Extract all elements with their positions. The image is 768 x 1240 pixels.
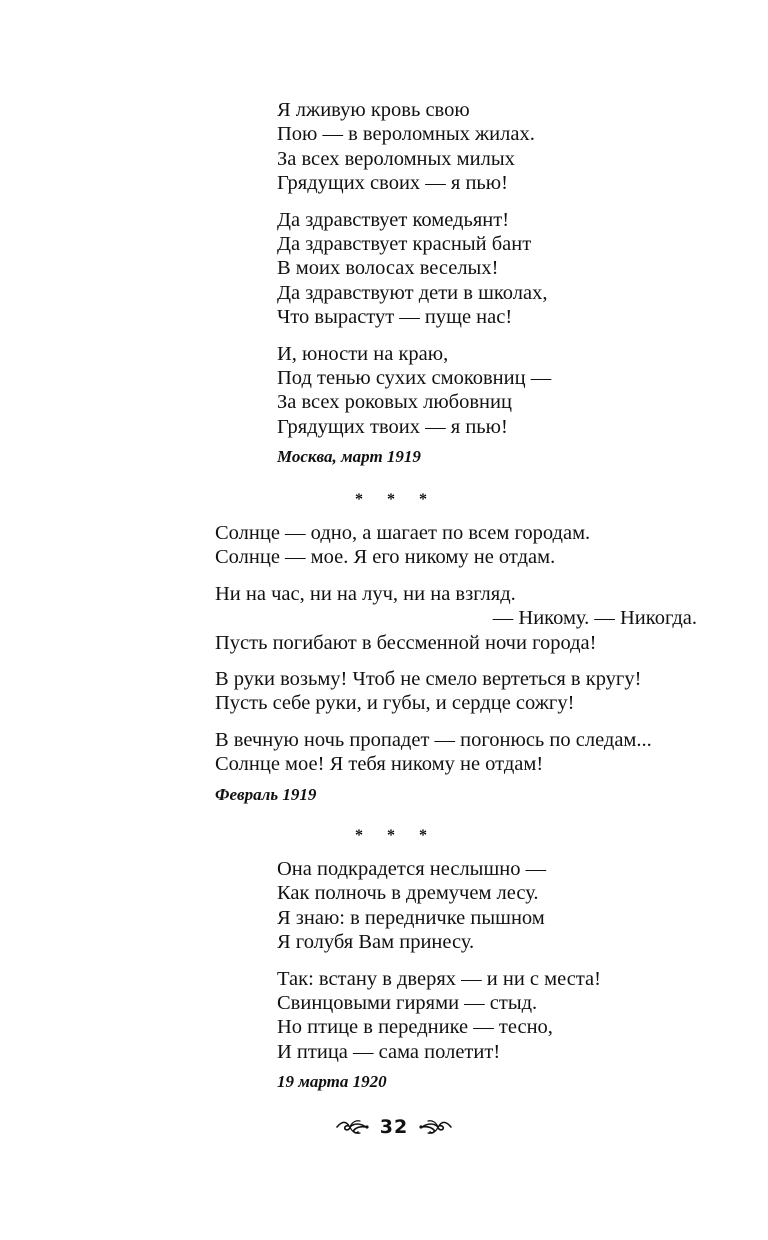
poem-line: Как полночь в дремучем лесу. [277, 882, 539, 905]
poem-line: Я знаю: в передничке пышном [277, 906, 545, 929]
poem-line: Пусть погибают в бессменной ночи города! [215, 631, 597, 654]
poem-3 [277, 857, 601, 1092]
poem-line: Грядущих твоих — я пью! [277, 415, 508, 438]
floral-ornament-icon [336, 1117, 370, 1137]
poem-line: И, юности на краю, [277, 342, 449, 365]
poem-line: Да здравствует красный бант [277, 233, 532, 256]
page-number: 32 [379, 1116, 409, 1138]
poem-line: Я голубя Вам принесу. [277, 931, 475, 954]
poem-line: За всех вероломных милых [277, 147, 515, 170]
page-footer [0, 1114, 768, 1140]
poem-line: Ни на час, ни на луч, ни на взгляд. [215, 582, 516, 605]
poem-2 [215, 521, 705, 805]
poem-line: И птица — сама полетит! [277, 1040, 501, 1063]
stanza [215, 667, 705, 716]
poem-line: — Никому. — Никогда. [492, 607, 697, 630]
section-separator: * * * [355, 827, 437, 844]
stanza [277, 857, 601, 955]
poem-line: Грядущих своих — я пью! [277, 172, 508, 195]
poem-date: 19 марта 1920 [277, 1072, 387, 1092]
stanza [277, 342, 551, 440]
poem-1 [277, 98, 551, 467]
stanza [277, 98, 551, 196]
stanza [277, 208, 551, 330]
poem-line: В руки возьму! Чтоб не смело вертеться в кругу! [215, 668, 642, 691]
stanza [277, 967, 601, 1065]
poem-line: Под тенью сухих смоковниц — [277, 367, 552, 390]
poem-line: Она подкрадется неслышно — [277, 858, 547, 880]
poem-line: Да здравствует комедьянт! [277, 208, 510, 231]
poem-line: Я лживую кровь свою [277, 99, 470, 121]
poem-line: В моих волосах веселых! [277, 257, 499, 280]
stanza [215, 728, 705, 777]
stanza [215, 582, 705, 655]
poem-date: Москва, март 1919 [277, 447, 421, 467]
poem-line: Солнце мое! Я тебя никому не отдам! [215, 753, 544, 776]
poem-date: Февраль 1919 [215, 784, 317, 804]
poem-line: Солнце — одно, а шагает по всем городам. [215, 522, 591, 544]
poem-line: Пою — в вероломных жилах. [277, 123, 535, 146]
poem-line: Да здравствуют дети в школах, [277, 281, 548, 304]
poem-line: За всех роковых любовниц [277, 391, 512, 414]
poem-line: Свинцовыми гирями — стыд. [277, 992, 538, 1015]
poem-line: Но птице в переднике — тесно, [277, 1016, 553, 1039]
poem-line: Пусть себе руки, и губы, и сердце сожгу! [215, 692, 575, 715]
poem-line: Солнце — мое. Я его никому не отдам. [215, 546, 556, 569]
poem-line: Так: встану в дверях — и ни с места! [277, 967, 601, 990]
stanza [215, 521, 705, 570]
section-separator: * * * [355, 491, 437, 508]
floral-ornament-icon [418, 1117, 452, 1137]
poem-line: В вечную ночь пропадет — погонюсь по следам... [215, 728, 652, 751]
poem-line: Что вырастут — пуще нас! [277, 306, 513, 329]
